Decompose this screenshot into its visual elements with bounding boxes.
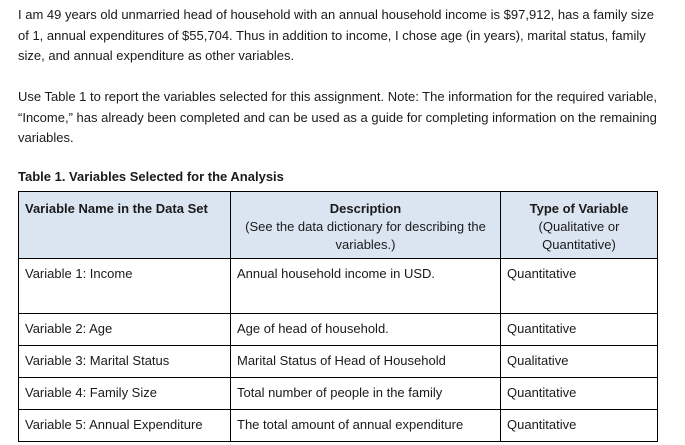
description-cell: Annual household income in USD. — [231, 259, 501, 314]
variables-table — [18, 191, 658, 442]
table-row — [19, 314, 658, 346]
variable-name-cell: Variable 5: Annual Expenditure — [19, 410, 231, 442]
intro-paragraph-2: Use Table 1 to report the variables selected for this assignment. Note: The information for the required variable, “Income,” has already been completed and can be used as a guide for completing information on the remaining variables. — [18, 89, 658, 145]
type-cell: Quantitative — [501, 378, 658, 410]
type-cell: Quantitative — [501, 259, 658, 314]
intro-paragraph-1: I am 49 years old unmarried head of household with an annual household income is $97,912, has a family size of 1, annual expenditures of $55,704. Thus in addition to income, I chose age (in years), marital status, family size, and annual expenditure as other variables. — [18, 7, 654, 63]
header-description — [231, 192, 501, 259]
table-row — [19, 346, 658, 378]
header-description-note: (See the data dictionary for describing the variables.) — [245, 219, 486, 252]
table-row — [19, 259, 658, 314]
table-caption: Table 1. Variables Selected for the Analysis — [18, 169, 284, 184]
header-variable-name — [19, 192, 231, 259]
table-header-row — [19, 192, 658, 259]
variable-name-cell: Variable 1: Income — [19, 259, 231, 314]
header-type — [501, 192, 658, 259]
description-cell: The total amount of annual expenditure — [231, 410, 501, 442]
description-cell: Total number of people in the family — [231, 378, 501, 410]
header-variable-name-label: Variable Name in the Data Set — [25, 201, 208, 216]
type-cell: Quantitative — [501, 314, 658, 346]
header-description-label: Description — [329, 201, 402, 216]
variable-name-cell: Variable 4: Family Size — [19, 378, 231, 410]
variable-name-cell: Variable 3: Marital Status — [19, 346, 231, 378]
table-row — [19, 410, 658, 442]
type-cell: Quantitative — [501, 410, 658, 442]
variable-name-cell: Variable 2: Age — [19, 314, 231, 346]
table-row — [19, 378, 658, 410]
description-cell: Age of head of household. — [231, 314, 501, 346]
header-type-label: Type of Variable — [529, 201, 629, 216]
type-cell: Qualitative — [501, 346, 658, 378]
description-cell: Marital Status of Head of Household — [231, 346, 501, 378]
header-type-note: (Qualitative or Quantitative) — [538, 219, 620, 252]
